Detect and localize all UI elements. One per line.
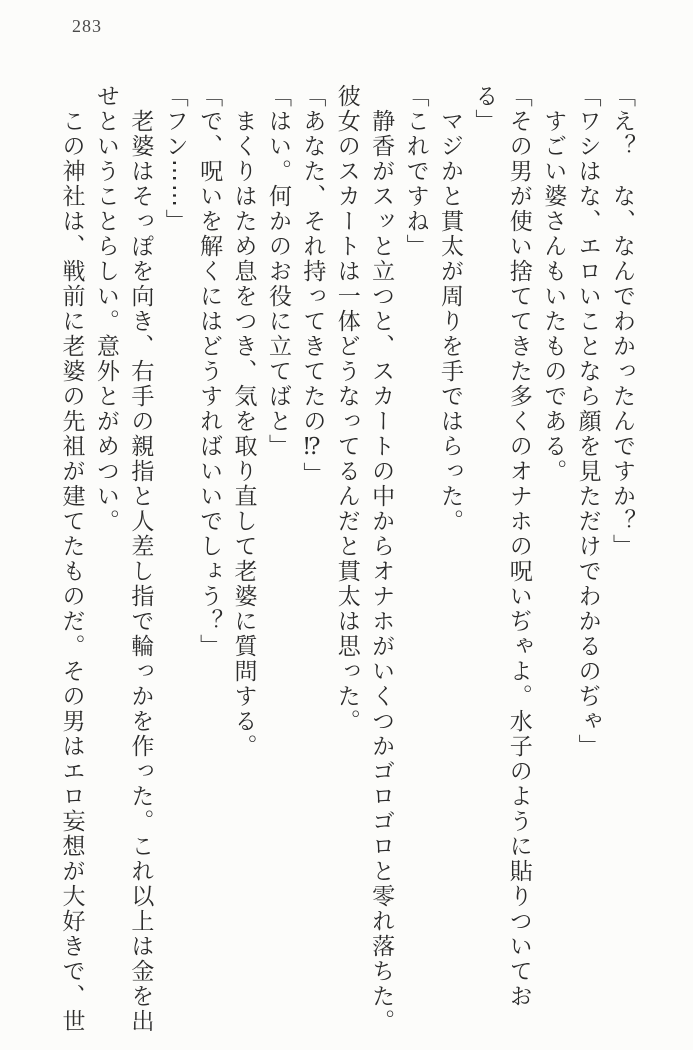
text-column: 「その男が使い捨ててきた多くのオナホの呪いぢゃよ。水子のように貼りついてお — [506, 84, 532, 1009]
text-column: せということらしい。意外とがめつい。 — [93, 84, 119, 534]
text-column: マジかと貫太が周りを手ではらった。 — [437, 109, 463, 534]
text-block — [54, 84, 639, 1034]
text-column: まくりはため息をつき、気を取り直して老婆に質問する。 — [231, 109, 257, 759]
text-column: 彼女のスカートは一体どうなってるんだと貫太は思った。 — [334, 84, 360, 734]
text-column: 「あなた、それ持ってきてたの⁉」 — [300, 84, 326, 487]
text-column: 「これですね」 — [403, 84, 429, 259]
text-column: 「フン⋯⋯」 — [162, 84, 188, 234]
page-number: 283 — [72, 16, 102, 36]
text-column: 「ワシはな、エロいことなら顔を見ただけでわかるのぢゃ」 — [575, 84, 601, 759]
text-column: 静香がスッと立つと、スカートの中からオナホがいくつかゴロゴロと零れ落ちた。 — [369, 109, 395, 1034]
text-column: 「え？ な、なんでわかったんですか？」 — [610, 84, 635, 559]
text-column: 老婆はそっぽを向き、右手の親指と人差し指で輪っかを作った。これ以上は金を出 — [128, 109, 154, 1034]
text-column: る」 — [472, 84, 498, 134]
text-column: すごい婆さんもいたものである。 — [541, 109, 567, 484]
text-column: 「で、呪いを解くにはどうすればいいでしょう？」 — [197, 84, 223, 659]
text-column: この神社は、戦前に老婆の先祖が建てたものだ。その男はエロ妄想が大好きで、世 — [59, 109, 85, 1034]
text-column: 「はい。何かのお役に立てばと」 — [265, 84, 291, 459]
